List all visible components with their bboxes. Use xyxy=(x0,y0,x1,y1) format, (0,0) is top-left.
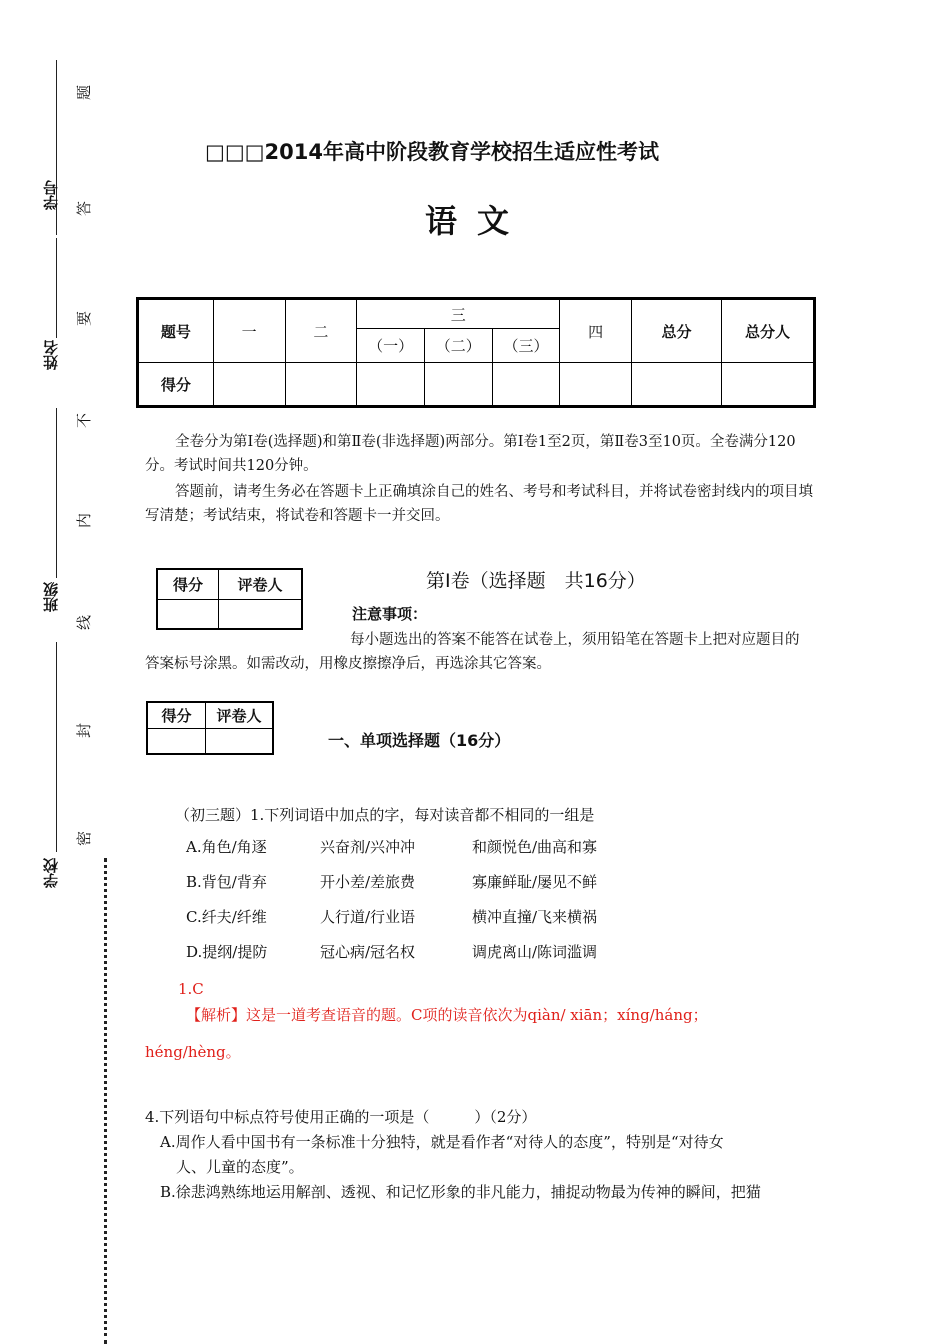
grader-name-label: 评卷人 xyxy=(219,569,303,599)
option-a-word1: A.角色/角逐 xyxy=(186,838,267,856)
option-c-word3: 横冲直撞/飞来横祸 xyxy=(472,908,598,926)
seal-dotted-line xyxy=(104,858,107,1344)
score-cell[interactable] xyxy=(213,363,285,407)
margin-line xyxy=(56,642,57,852)
grader-score-label: 得分 xyxy=(147,702,206,728)
subject-title: 语文 xyxy=(425,202,530,240)
seal-char: 密 xyxy=(75,830,94,847)
part1-heading: 第Ⅰ卷（选择题 共16分） xyxy=(426,570,646,592)
score-subheader-cell: （二） xyxy=(424,329,492,363)
score-header-cell: 一 xyxy=(213,299,285,363)
score-cell[interactable] xyxy=(632,363,722,407)
grader-name-cell[interactable] xyxy=(206,728,274,754)
seal-char: 要 xyxy=(75,310,94,327)
score-header-cell: 总分人 xyxy=(721,299,814,363)
score-cell[interactable] xyxy=(560,363,632,407)
analysis-1-line1: 【解析】这是一道考查语音的题。C项的读音依次为qiàn/ xiān；xíng/háng； xyxy=(186,1006,708,1024)
question-4-stem: 4.下列语句中标点符号使用正确的一项是（ ）（2分） xyxy=(145,1108,537,1126)
option-d-word2: 冠心病/冠名权 xyxy=(320,943,416,961)
section1-heading: 一、单项选择题（16分） xyxy=(328,731,511,750)
option-b-word3: 寡廉鲜耻/屡见不鲜 xyxy=(472,873,598,891)
score-cell[interactable] xyxy=(285,363,357,407)
seal-char: 答 xyxy=(75,200,94,217)
intro-paragraph-2: 答题前，请考生务必在答题卡上正确填涂自己的姓名、考号和考试科目，并将试卷密封线内的项目填写清楚；考试结束，将试卷和答题卡一并交回。 xyxy=(145,484,813,524)
grader-table xyxy=(156,568,303,630)
notice-text: 每小题选出的答案不能答在试卷上，须用铅笔在答题卡上把对应题目的答案标号涂黑。如需改动，用橡皮擦擦净后，再选涂其它答案。 xyxy=(145,632,800,672)
grader-name-label: 评卷人 xyxy=(206,702,274,728)
score-header-cell: 总分 xyxy=(632,299,722,363)
score-cell[interactable] xyxy=(492,363,560,407)
class-label: 班级 xyxy=(42,582,60,612)
grader-name-cell[interactable] xyxy=(219,599,303,629)
option-d-word3: 调虎离山/陈词滥调 xyxy=(472,943,598,961)
question-4-option-a-line2: 人、儿童的态度”。 xyxy=(176,1158,304,1176)
student-id-label: 学号 xyxy=(42,180,60,210)
analysis-1-line2: héng/hèng。 xyxy=(145,1043,241,1061)
option-d-word1: D.提纲/提防 xyxy=(186,943,268,961)
option-a-word3: 和颜悦色/曲高和寡 xyxy=(472,838,598,856)
option-a-word2: 兴奋剂/兴冲冲 xyxy=(320,838,416,856)
score-table xyxy=(136,297,816,408)
name-label: 姓名 xyxy=(42,340,60,370)
exam-title: □□□2014年高中阶段教育学校招生适应性考试 xyxy=(205,140,659,164)
seal-char: 内 xyxy=(75,512,94,529)
notice-title: 注意事项： xyxy=(352,605,428,623)
grader-score-label: 得分 xyxy=(157,569,219,599)
seal-char: 题 xyxy=(75,84,94,101)
score-subheader-cell: （一） xyxy=(357,329,425,363)
answer-1: 1.C xyxy=(178,980,204,998)
score-row-label: 得分 xyxy=(138,363,214,407)
score-header-cell: 二 xyxy=(285,299,357,363)
question-4-option-a-line1: A.周作人看中国书有一条标准十分独特，就是看作者“对待人的态度”，特别是“对待女 xyxy=(160,1133,724,1151)
score-header-cell: 三 xyxy=(357,299,560,329)
question-1-stem: （初三题）1.下列词语中加点的字，每对读音都不相同的一组是 xyxy=(175,806,595,824)
margin-line xyxy=(56,238,57,338)
score-cell[interactable] xyxy=(721,363,814,407)
option-c-word2: 人行道/行业语 xyxy=(320,908,416,926)
grader-table xyxy=(146,701,274,755)
seal-char: 线 xyxy=(75,614,94,631)
intro-paragraph-1: 全卷分为第Ⅰ卷(选择题)和第Ⅱ卷(非选择题)两部分。第Ⅰ卷1至2页，第Ⅱ卷3至10页。全卷满分120分。考试时间共120分钟。 xyxy=(145,434,796,474)
grader-score-cell[interactable] xyxy=(147,728,206,754)
grader-score-cell[interactable] xyxy=(157,599,219,629)
score-header-cell: 题号 xyxy=(138,299,214,363)
seal-char: 封 xyxy=(75,722,94,739)
margin-line xyxy=(56,408,57,578)
option-b-word2: 开小差/差旅费 xyxy=(320,873,416,891)
score-header-cell: 四 xyxy=(560,299,632,363)
school-label: 学校 xyxy=(42,858,60,888)
score-cell[interactable] xyxy=(357,363,425,407)
option-c-word1: C.纤夫/纤维 xyxy=(186,908,267,926)
option-b-word1: B.背包/背弃 xyxy=(186,873,267,891)
score-subheader-cell: （三） xyxy=(492,329,560,363)
question-4-option-b-line1: B.徐悲鸿熟练地运用解剖、透视、和记忆形象的非凡能力，捕捉动物最为传神的瞬间，把猫 xyxy=(160,1183,761,1201)
score-cell[interactable] xyxy=(424,363,492,407)
seal-char: 不 xyxy=(75,412,94,429)
